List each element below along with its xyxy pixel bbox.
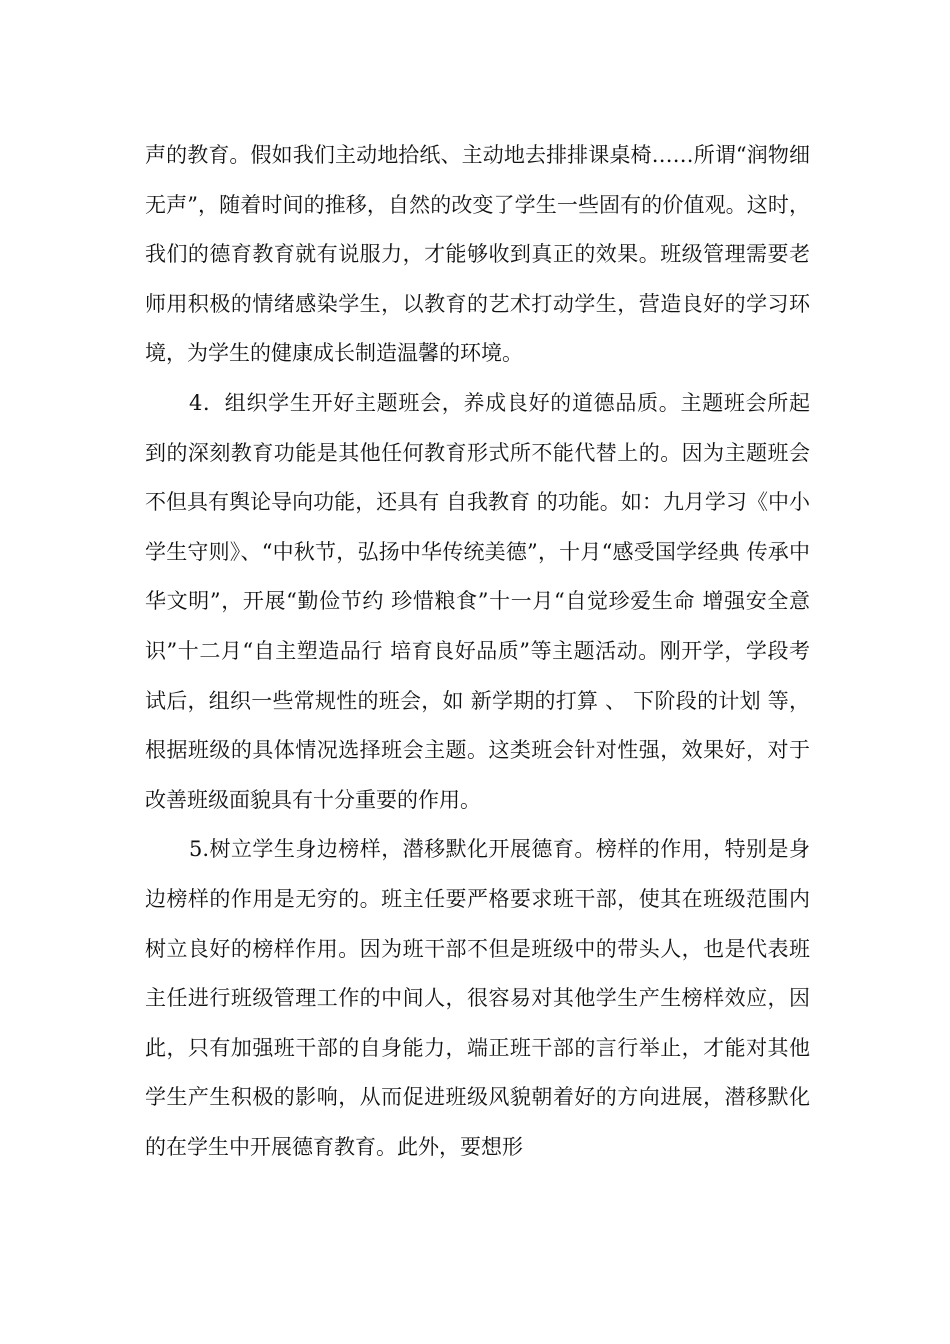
paragraph-item-5: 5.树立学生身边榜样，潜移默化开展德育。榜样的作用，特别是身边榜样的作用是无穷的。班主任要严格要求班干部，使其在班级范围内树立良好的榜样作用。因为班干部不但是班级中的带头人，也是代表班主任进行班级管理工作的中间人，很容易对其他学生产生榜样效应，因此，只有加强班干部的自身能力，端正班干部的言行举止，才能对其他学生产生积极的影响，从而促进班级风貌朝着好的方向进展，潜移默化的在学生中开展德育教育。此外，要想形 [145, 837, 810, 1159]
body-text [145, 131, 810, 1172]
paragraph-item-4: 4．组织学生开好主题班会，养成良好的道德品质。主题班会所起到的深刻教育功能是其他任何教育形式所不能代替上的。因为主题班会不但具有舆论导向功能，还具有 自我教育 的功能。如：九月学习《中小学生守则》、“中秋节，弘扬中华传统美德”，十月“感受国学经典 传承中华文明”，开展“勤俭节约 珍惜粮食”十一月“自觉珍爱生命 增强安全意识”十二月“自主塑造品行 培育良好品质”等主题活动。刚开学，学段考试后，组织一些常规性的班会，如 新学期的打算 、 下阶段的计划 等，根据班级的具体情况选择班会主题。这类班会针对性强，效果好，对于改善班级面貌具有十分重要的作用。 [145, 390, 810, 812]
paragraph-continuation: 声的教育。假如我们主动地拾纸、主动地去排排课桌椅……所谓“润物细无声”，随着时间的推移，自然的改变了学生一些固有的价值观。这时，我们的德育教育就有说服力，才能够收到真正的效果。班级管理需要老师用积极的情绪感染学生，以教育的艺术打动学生，营造良好的学习环境，为学生的健康成长制造温馨的环境。 [145, 143, 810, 366]
